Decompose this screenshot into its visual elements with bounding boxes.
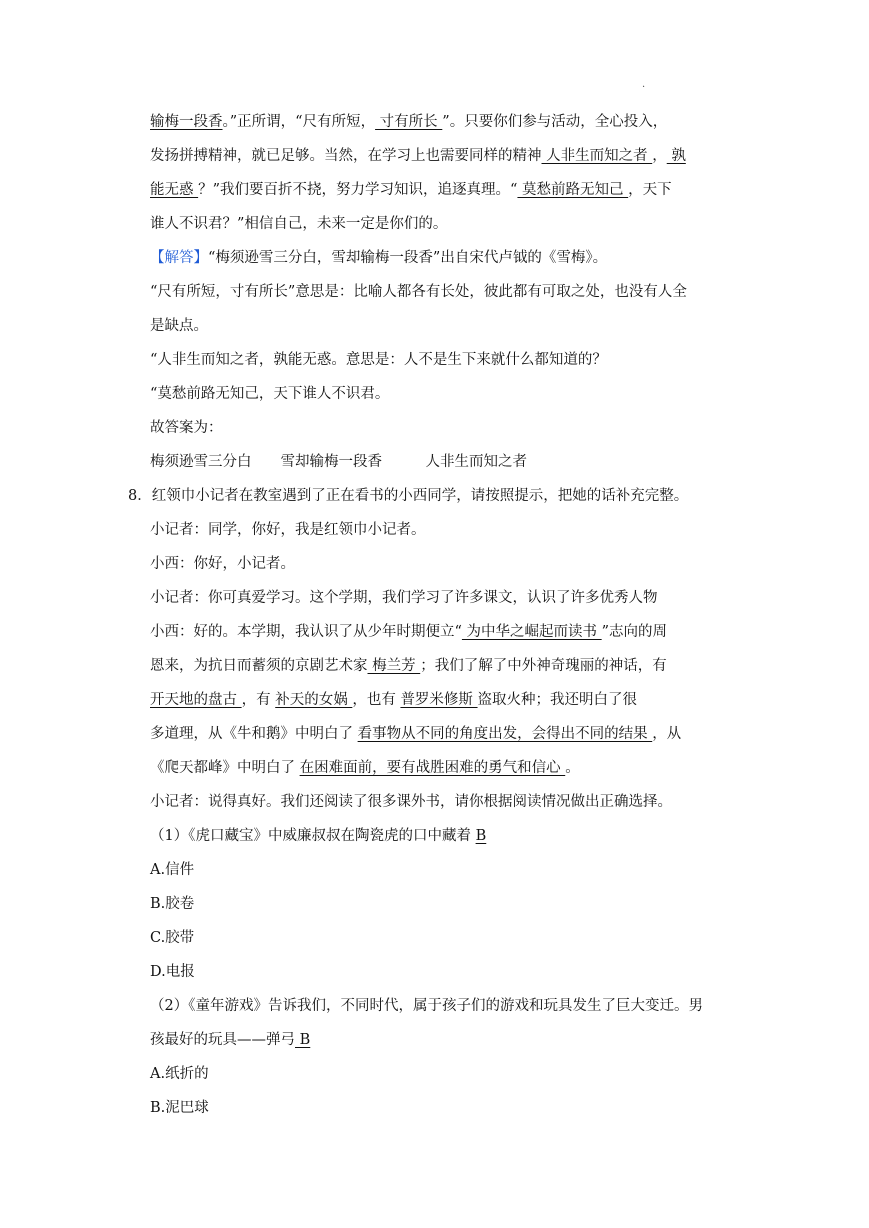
text-segment: ”志向的周 bbox=[601, 624, 668, 640]
text-segment: ？”我们要百折不挠，努力学习知识，追逐真理。“ bbox=[198, 182, 518, 198]
text-segment: 小记者：同学，你好，我是红领巾小记者。 bbox=[150, 522, 426, 538]
answer-blank: 看事物从不同的角度出发，会得出不同的结果 bbox=[357, 726, 653, 742]
text-line bbox=[128, 486, 728, 506]
text-line bbox=[150, 520, 750, 540]
text-line bbox=[150, 792, 750, 812]
answer-blank: 在困难面前，要有战胜困难的勇气和信心 bbox=[299, 760, 566, 776]
text-segment: 恩来，为抗日而蓄须的京剧艺术家 bbox=[150, 658, 368, 674]
text-line bbox=[150, 1098, 750, 1118]
text-segment: 。”正所谓，“尺有所短， bbox=[222, 114, 376, 130]
answer-blank: 寸有所长 bbox=[375, 114, 443, 130]
text-line bbox=[150, 248, 750, 268]
text-line bbox=[150, 588, 750, 608]
text-segment: “尺有所短，寸有所长”意思是：比喻人都各有长处，彼此都有可取之处，也没有人全 bbox=[150, 284, 687, 300]
answer-blank: 莫愁前路无知己 bbox=[517, 182, 629, 198]
text-segment: ，天下 bbox=[628, 182, 672, 198]
text-segment: 。 bbox=[565, 760, 580, 776]
text-segment: 发扬拼搏精神，就已足够。当然，在学习上也需要同样的精神 bbox=[150, 148, 542, 164]
text-line bbox=[150, 656, 750, 676]
text-segment: A.信件 bbox=[150, 862, 195, 878]
text-segment: 梅须逊雪三分白 雪却输梅一段香 人非生而知之者 bbox=[150, 454, 527, 470]
answer-blank: 补天的女娲 bbox=[275, 692, 353, 708]
text-segment: 盗取火种；我还明白了很 bbox=[477, 692, 638, 708]
answer-blank: 梅兰芳 bbox=[367, 658, 421, 674]
text-segment: 小记者：你可真爱学习。这个学期，我们学习了许多课文，认识了许多优秀人物 bbox=[150, 590, 658, 606]
text-segment: ，从 bbox=[652, 726, 682, 742]
text-segment: B.胶卷 bbox=[150, 896, 195, 912]
answer-blank: 普罗米修斯 bbox=[400, 692, 478, 708]
text-segment: 小记者：说得真好。我们还阅读了很多课外书，请你根据阅读情况做出正确选择。 bbox=[150, 794, 672, 810]
text-segment: C.胶带 bbox=[150, 930, 195, 946]
answer-blank: B bbox=[475, 828, 487, 844]
text-line bbox=[150, 758, 750, 778]
text-line bbox=[150, 350, 750, 370]
text-line bbox=[150, 860, 750, 880]
answer-blank: 输梅一段香 bbox=[150, 114, 223, 130]
answer-blank: 孰 bbox=[666, 148, 686, 164]
text-segment: 《爬天都峰》中明白了 bbox=[150, 760, 300, 776]
text-line bbox=[150, 452, 750, 472]
text-segment: ”。只要你们参与活动，全心投入， bbox=[442, 114, 668, 130]
text-line bbox=[150, 996, 750, 1016]
answer-blank: 为中华之崛起而读书 bbox=[461, 624, 602, 640]
text-segment: 小西：你好，小记者。 bbox=[150, 556, 295, 572]
answer-blank: 人非生而知之者 bbox=[541, 148, 653, 164]
text-segment: 故答案为： bbox=[150, 420, 223, 436]
text-line bbox=[150, 928, 750, 948]
text-segment: 小西：好的。本学期，我认识了从少年时期便立“ bbox=[150, 624, 462, 640]
text-segment: B.泥巴球 bbox=[150, 1100, 209, 1116]
text-line bbox=[150, 282, 750, 302]
text-line bbox=[150, 894, 750, 914]
answer-blank: 能无惑 bbox=[150, 182, 199, 198]
text-line bbox=[150, 622, 750, 642]
text-line bbox=[150, 1064, 750, 1084]
text-line bbox=[150, 316, 750, 336]
text-line bbox=[150, 180, 750, 200]
text-segment: A.纸折的 bbox=[150, 1066, 209, 1082]
text-segment: ，也有 bbox=[352, 692, 401, 708]
text-segment: （2）《童年游戏》告诉我们，不同时代，属于孩子们的游戏和玩具发生了巨大变迁。男 bbox=[150, 998, 703, 1014]
text-segment: （1）《虎口藏宝》中威廉叔叔在陶瓷虎的口中藏着 bbox=[150, 828, 476, 844]
answer-tag: 【解答】 bbox=[150, 250, 208, 266]
text-segment: 谁人不识君？”相信自己，未来一定是你们的。 bbox=[150, 216, 448, 232]
text-line bbox=[150, 724, 750, 744]
text-line bbox=[150, 962, 750, 982]
text-line bbox=[150, 214, 750, 234]
answer-blank: B bbox=[295, 1032, 311, 1048]
text-line bbox=[150, 554, 750, 574]
corner-mark: · bbox=[642, 82, 646, 93]
text-segment: ，有 bbox=[241, 692, 276, 708]
text-segment: “人非生而知之者，孰能无惑。意思是：人不是生下来就什么都知道的？ bbox=[150, 352, 607, 368]
text-segment: “莫愁前路无知己，天下谁人不识君。 bbox=[150, 386, 390, 402]
text-segment: ， bbox=[652, 148, 667, 164]
text-line bbox=[150, 1030, 750, 1050]
text-segment: 多道理，从《牛和鹅》中明白了 bbox=[150, 726, 358, 742]
text-line bbox=[150, 826, 750, 846]
text-line bbox=[150, 384, 750, 404]
text-line bbox=[150, 418, 750, 438]
text-segment: 8．红领巾小记者在教室遇到了正在看书的小西同学，请按照提示，把她的话补充完整。 bbox=[128, 488, 689, 504]
text-line bbox=[150, 690, 750, 710]
text-line bbox=[150, 112, 750, 132]
text-segment: ；我们了解了中外神奇瑰丽的神话，有 bbox=[420, 658, 667, 674]
text-segment: “梅须逊雪三分白，雪却输梅一段香”出自宋代卢钺的《雪梅》。 bbox=[208, 250, 608, 266]
answer-blank: 开天地的盘古 bbox=[150, 692, 242, 708]
text-segment: D.电报 bbox=[150, 964, 195, 980]
text-segment: 孩最好的玩具——弹弓 bbox=[150, 1032, 295, 1048]
text-segment: 是缺点。 bbox=[150, 318, 208, 334]
text-line bbox=[150, 146, 750, 166]
